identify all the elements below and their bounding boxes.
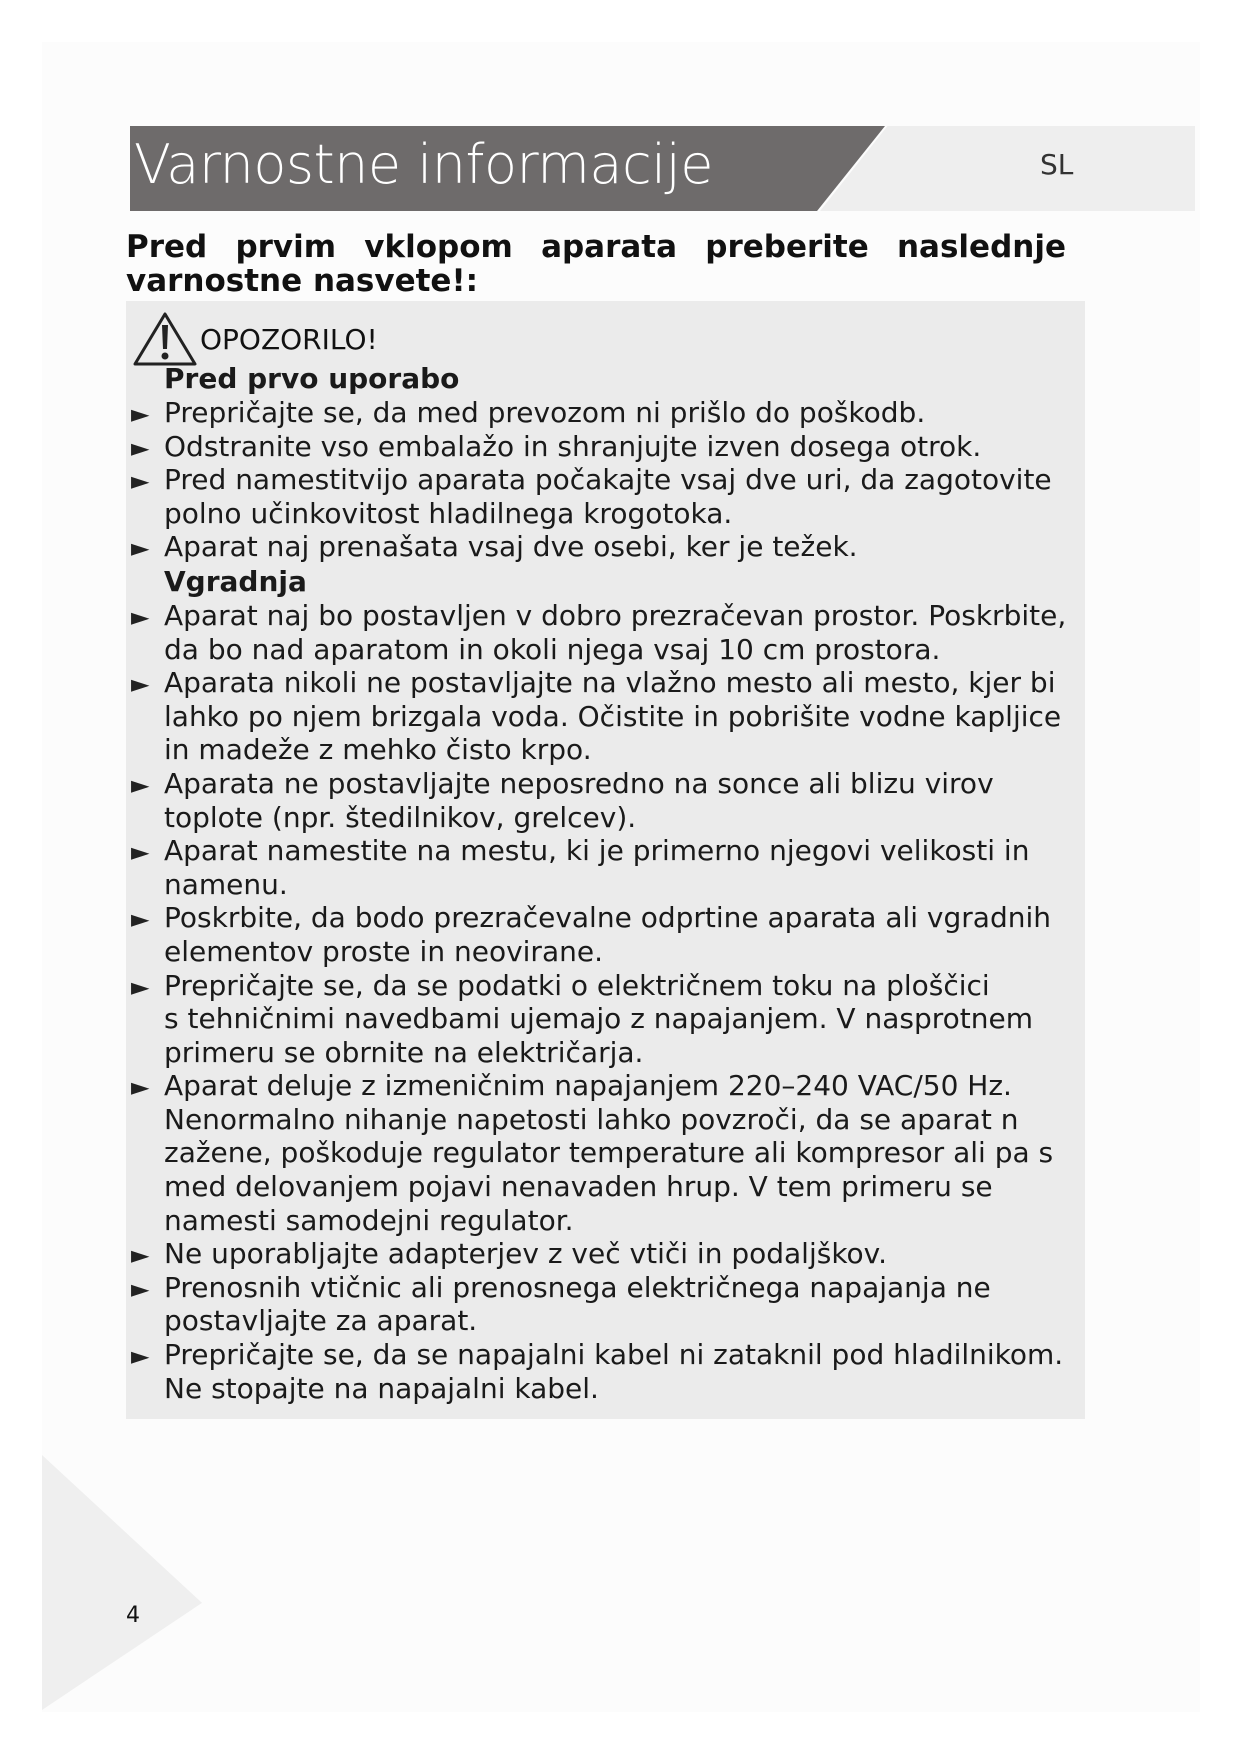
list-item-line: Aparata nikoli ne postavljajte na vlažno mesto ali mesto, kjer bi	[164, 666, 1056, 700]
list-item-line: namesti samodejni regulator.	[164, 1203, 574, 1237]
bullet-arrow-icon: ►	[131, 602, 150, 631]
list-item-line: Nenormalno nihanje napetosti lahko povzroči, da se aparat n	[164, 1102, 1019, 1136]
list-item-line: polno učinkovitost hladilnega krogotoka.	[164, 496, 733, 530]
bullet-arrow-icon: ►	[131, 905, 150, 934]
list-item	[126, 1069, 1085, 1237]
bullet-arrow-icon: ►	[131, 1241, 150, 1270]
list-item	[126, 530, 1085, 564]
list-item	[126, 396, 1085, 430]
section-heading: Pred prvo uporabo	[164, 362, 460, 395]
list-item	[126, 1338, 1085, 1405]
list-item	[126, 1237, 1085, 1271]
list-item-line: lahko po njem brizgala voda. Očistite in pobrišite vodne kapljice	[164, 699, 1062, 733]
list-item	[126, 666, 1085, 767]
bullet-arrow-icon: ►	[131, 838, 150, 867]
list-item	[126, 767, 1085, 834]
list-item-line: zažene, poškoduje regulator temperature ali kompresor ali pa s	[164, 1136, 1054, 1170]
section-heading: Vgradnja	[164, 564, 307, 598]
list-item	[126, 430, 1085, 464]
bullet-arrow-icon: ►	[131, 670, 150, 699]
bullet-arrow-icon: ►	[131, 467, 150, 496]
list-item	[126, 1271, 1085, 1338]
list-item-line: Poskrbite, da bodo prezračevalne odprtine aparata ali vgradnih	[164, 901, 1051, 935]
list-item-line: Prepričajte se, da med prevozom ni prišlo do poškodb.	[164, 396, 926, 429]
list-item-line: Aparata ne postavljajte neposredno na sonce ali blizu virov	[164, 766, 994, 800]
list-item-line: in madeže z mehko čisto krpo.	[164, 733, 592, 767]
warning-content	[126, 361, 1085, 1405]
bullet-arrow-icon: ►	[131, 400, 150, 428]
page-title: Varnostne informacije	[134, 133, 713, 196]
intro-text: Pred prvim vklopom aparata preberite naslednje varnostne nasvete!:	[126, 229, 1066, 299]
warning-triangle-icon	[132, 311, 198, 367]
bullet-arrow-icon: ►	[131, 1342, 150, 1371]
list-item-line: Prepričajte se, da se podatki o električnem toku na ploščici	[164, 968, 990, 1002]
bullet-arrow-icon: ►	[131, 1073, 150, 1102]
list-item-line: Prenosnih vtičnic ali prenosnega električnega napajanja ne	[164, 1270, 991, 1304]
list-item-line: elementov proste in neovirane.	[164, 934, 603, 968]
warning-box	[126, 301, 1085, 1419]
list-item-line: Aparat naj bo postavljen v dobro prezračevan prostor. Poskrbite,	[164, 598, 1067, 632]
list-item-line: Aparat deluje z izmeničnim napajanjem 220–240 VAC/50 Hz.	[164, 1069, 1012, 1103]
page-number: 4	[126, 1603, 140, 1628]
list-item-line: Aparat namestite na mestu, ki je primerno njegovi velikosti in	[164, 834, 1030, 868]
list-item	[126, 463, 1085, 530]
list-item-line: namenu.	[164, 867, 288, 901]
list-item-line: s tehničnimi navedbami ujemajo z napajanjem. V nasprotnem	[164, 1002, 1033, 1036]
list-item	[126, 599, 1085, 666]
list-item-line: primeru se obrnite na električarja.	[164, 1035, 644, 1069]
bullet-arrow-icon: ►	[131, 534, 150, 563]
list-item-line: da bo nad aparatom in okoli njega vsaj 10 cm prostora.	[164, 632, 941, 666]
list-item	[126, 834, 1085, 901]
list-item	[126, 969, 1085, 1070]
list-item-line: Aparat naj prenašata vsaj dve osebi, ker je težek.	[164, 530, 858, 564]
bullet-arrow-icon: ►	[131, 972, 150, 1001]
list-item-line: Ne uporabljajte adapterjev z več vtiči in podaljškov.	[164, 1237, 887, 1271]
list-item-line: Odstranite vso embalažo in shranjujte izven dosega otrok.	[164, 429, 982, 463]
bullet-arrow-icon: ►	[131, 770, 150, 799]
language-code: SL	[1040, 148, 1074, 181]
bullet-arrow-icon: ►	[131, 1274, 150, 1303]
list-item-line: postavljajte za aparat.	[164, 1304, 478, 1338]
warning-header	[132, 311, 378, 367]
list-item-line: Pred namestitvijo aparata počakajte vsaj dve uri, da zagotovite	[164, 463, 1052, 497]
warning-label: OPOZORILO!	[200, 322, 378, 356]
list-item-line: med delovanjem pojavi nenavaden hrup. V tem primeru se	[164, 1170, 993, 1204]
list-item	[126, 901, 1085, 968]
list-item-line: Ne stopajte na napajalni kabel.	[164, 1371, 599, 1405]
list-item-line: Prepričajte se, da se napajalni kabel ni zataknil pod hladilnikom.	[164, 1338, 1064, 1372]
list-item-line: toplote (npr. štedilnikov, grelcev).	[164, 800, 637, 834]
bullet-arrow-icon: ►	[131, 433, 150, 462]
